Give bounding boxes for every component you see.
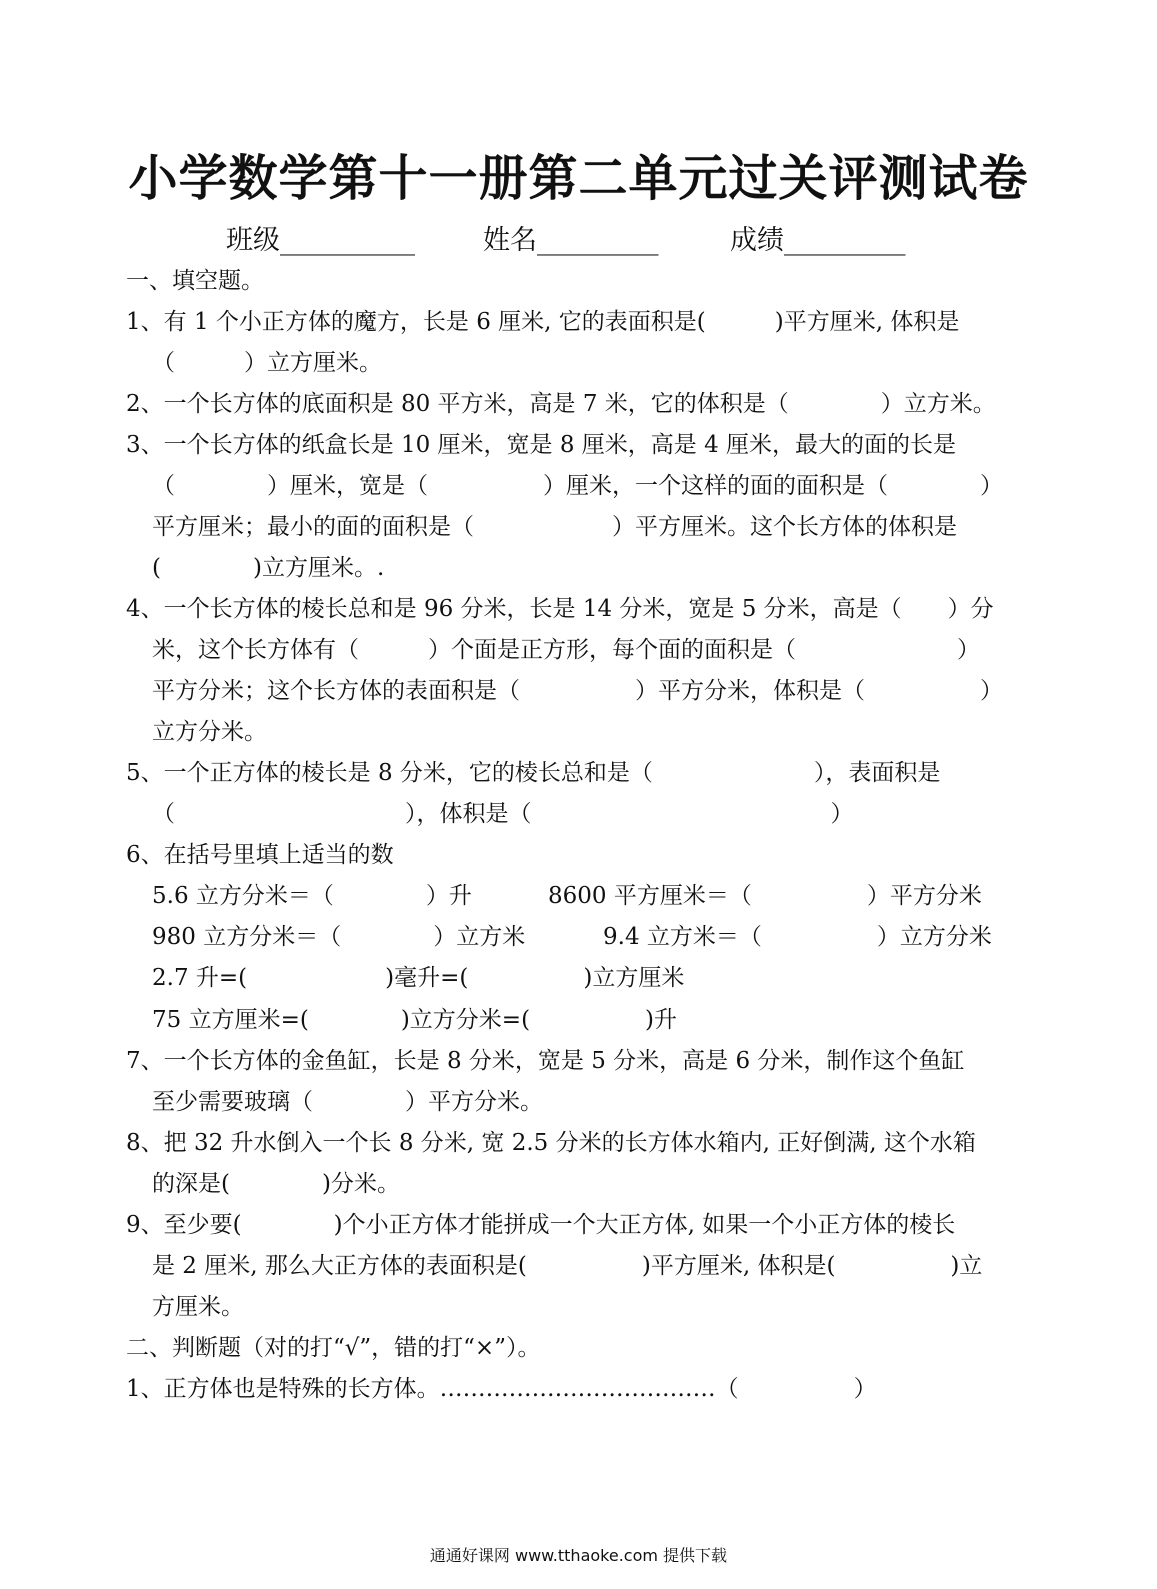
class-field[interactable]: 班级__________ [226,225,415,256]
question-line: 平方厘米；最小的面的面积是（ ）平方厘米。这个长方体的体积是 [152,514,957,540]
name-field[interactable]: 姓名_________ [483,225,659,256]
question-line: 5、一个正方体的棱长是 8 分米，它的棱长总和是（ ），表面积是 [126,760,941,786]
question-line: 6、在括号里填上适当的数 [126,842,394,868]
question-line: 立方分米。 [152,719,267,745]
question-line: （ ），体积是（ ） [152,801,854,827]
question-line: 9、至少要( )个小正方体才能拼成一个大正方体, 如果一个小正方体的棱长 [126,1212,956,1238]
conversion-item: 980 立方分米＝（ ）立方米 [152,924,526,950]
conversion-item: 75 立方厘米=( )立方分米=( )升 [152,1007,678,1033]
section-heading: 一、填空题。 [126,268,264,294]
question-line: （ ）立方厘米。 [152,350,382,376]
question-line: 7、一个长方体的金鱼缸，长是 8 分米，宽是 5 分米，高是 6 分米，制作这个鱼缸 [126,1048,965,1074]
section-heading: 二、判断题（对的打“√”，错的打“×”）。 [126,1335,541,1361]
question-line: 的深是( )分米。 [152,1171,400,1197]
conversion-item: 8600 平方厘米＝（ ）平方分米 [548,883,982,909]
question-line: 4、一个长方体的棱长总和是 96 分米，长是 14 分米，宽是 5 分米，高是（ ）分 [126,596,994,622]
question-line: 至少需要玻璃（ ）平方分米。 [152,1089,543,1115]
question-line: 1、正方体也是特殊的长方体。………………………………（ ） [126,1376,877,1402]
question-line: 1、有 1 个小正方体的魔方，长是 6 厘米, 它的表面积是( )平方厘米, 体积是 [126,309,960,335]
question-line: 是 2 厘米, 那么大正方体的表面积是( )平方厘米, 体积是( )立 [152,1253,983,1279]
question-line: 8、把 32 升水倒入一个长 8 分米, 宽 2.5 分米的长方体水箱内, 正好倒满, 这个水箱 [126,1130,976,1156]
footer-credit: 通通好课网 www.tthaoke.com 提供下载 [429,1546,728,1565]
question-line: ( )立方厘米。. [152,555,385,581]
question-line: 3、一个长方体的纸盒长是 10 厘米，宽是 8 厘米，高是 4 厘米，最大的面的长是 [126,432,957,458]
conversion-item: 9.4 立方米＝（ ）立方分米 [603,924,992,950]
question-line: 米，这个长方体有（ ）个面是正方形，每个面的面积是（ ） [152,637,980,663]
conversion-item: 2.7 升=( )毫升=( )立方厘米 [152,965,685,991]
score-field[interactable]: 成绩_________ [730,225,906,256]
question-line: 平方分米；这个长方体的表面积是（ ）平方分米，体积是（ ） [152,678,1003,704]
page-title: 小学数学第十一册第二单元过关评测试卷 [128,150,1029,207]
question-line: 2、一个长方体的底面积是 80 平方米，高是 7 米，它的体积是（ ）立方米。 [126,391,996,417]
question-line: （ ）厘米，宽是（ ）厘米，一个这样的面的面积是（ ） [152,473,1003,499]
question-line: 方厘米。 [152,1294,244,1320]
conversion-item: 5.6 立方分米＝（ ）升 [152,883,472,909]
